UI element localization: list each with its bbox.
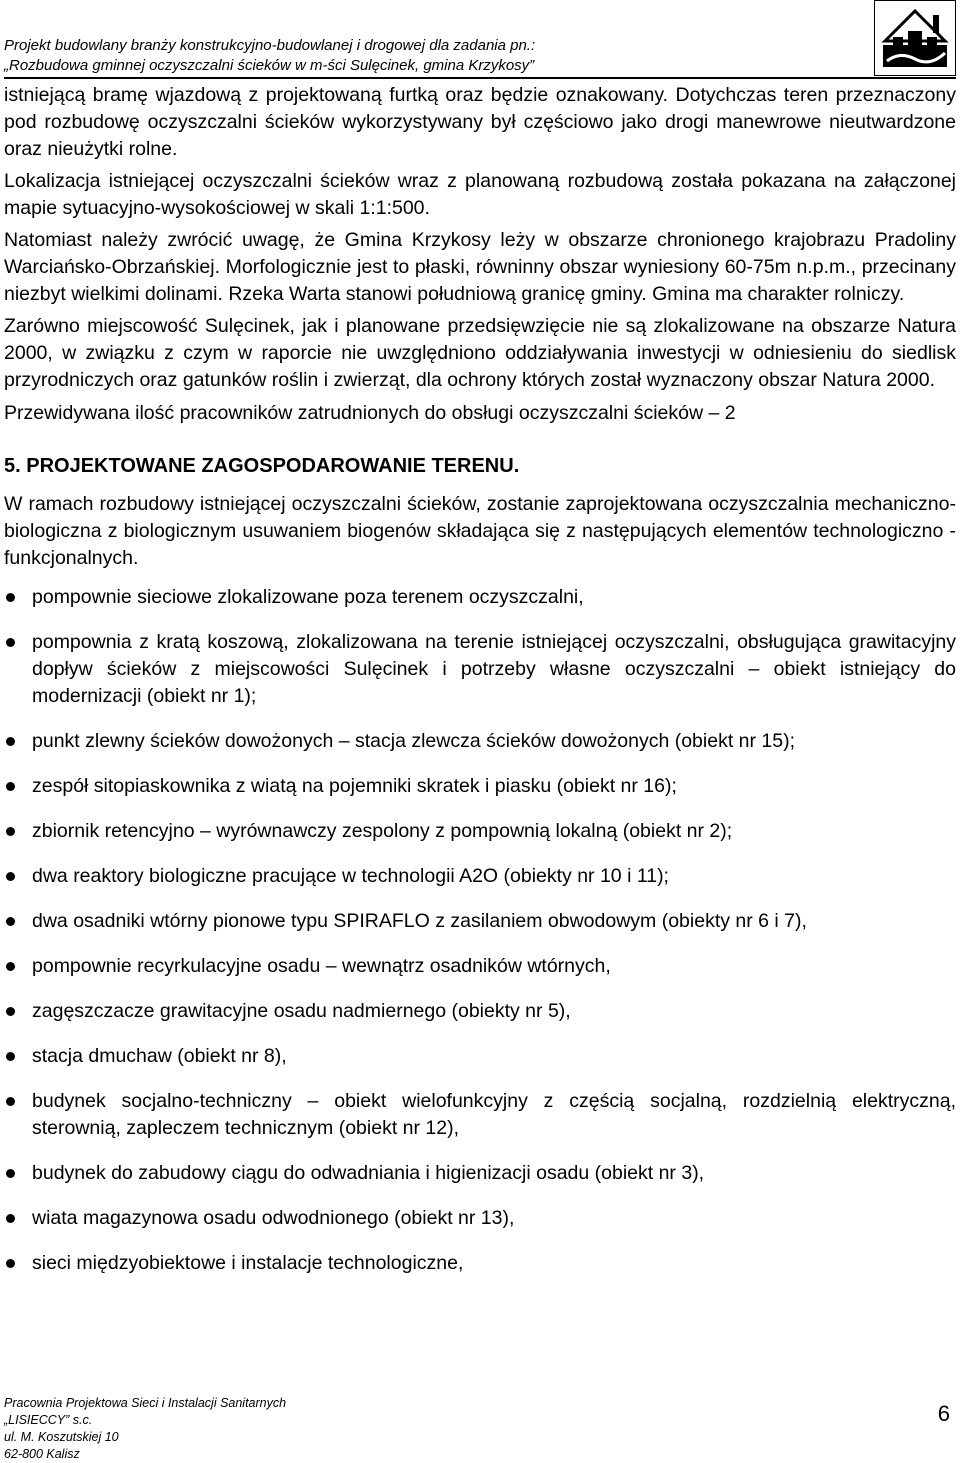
list-item: pompownie recyrkulacyjne osadu – wewnątrz osadników wtórnych, (4, 953, 956, 980)
header-rule (4, 77, 956, 79)
project-title-line2: „Rozbudowa gminnej oczyszczalni ścieków w m-ści Sulęcinek, gmina Krzykosy” (4, 57, 535, 74)
house-logo-graphic (875, 1, 955, 75)
list-item: dwa reaktory biologiczne pracujące w technologii A2O (obiekty nr 10 i 11); (4, 863, 956, 890)
project-title-line1: Projekt budowlany branży konstrukcyjno-budowlanej i drogowej dla zadania pn.: (4, 37, 536, 54)
list-item: budynek socjalno-techniczny – obiekt wielofunkcyjny z częścią socjalną, rozdzielnią elektryczną, sterownią, zapleczem technicznym (obiekt nr 12), (4, 1088, 956, 1142)
page-footer (4, 1395, 956, 1463)
footer-company-name: „LISIECCY” s.c. (4, 1413, 93, 1427)
list-item: budynek do zabudowy ciągu do odwadniania i higienizacji osadu (obiekt nr 3), (4, 1160, 956, 1187)
list-item: zespół sitopiaskownika z wiatą na pojemniki skratek i piasku (obiekt nr 16); (4, 773, 956, 800)
element-list (4, 584, 956, 1277)
paragraph-5: Przewidywana ilość pracowników zatrudnionych do obsługi oczyszczalni ścieków – 2 (4, 402, 736, 424)
page-header (4, 0, 956, 78)
list-item: sieci międzyobiektowe i instalacje technologiczne, (4, 1250, 956, 1277)
footer-company: Pracownia Projektowa Sieci i Instalacji Sanitarnych (4, 1396, 287, 1410)
footer-city: 62-800 Kalisz (4, 1447, 80, 1461)
list-item: punkt zlewny ścieków dowożonych – stacja zlewcza ścieków dowożonych (obiekt nr 15); (4, 728, 956, 755)
list-item: pompownie sieciowe zlokalizowane poza terenem oczyszczalni, (4, 584, 956, 611)
section-intro: W ramach rozbudowy istniejącej oczyszczalni ścieków, zostanie zaprojektowana oczyszczalnia mechaniczno-biologiczna z biologicznym usuwaniem biogenów składająca się z następujących elementów technologiczno - funkcjonalnych. (4, 493, 956, 569)
list-item: wiata magazynowa osadu odwodnionego (obiekt nr 13), (4, 1205, 956, 1232)
list-item: zbiornik retencyjno – wyrównawczy zespolony z pompownią lokalną (obiekt nr 2); (4, 818, 956, 845)
project-title (4, 36, 535, 76)
company-address (4, 1395, 956, 1463)
page-number: 6 (937, 1401, 950, 1426)
list-item: pompownia z kratą koszową, zlokalizowana na terenie istniejącej oczyszczalni, obsługująca grawitacyjny dopływ ścieków z miejscowości Sulęcinek i potrzeby własne oczyszczalni – obiekt istniejący do modernizacji (obiekt nr 1); (4, 629, 956, 710)
list-item: stacja dmuchaw (obiekt nr 8), (4, 1043, 956, 1070)
paragraph-4: Zarówno miejscowość Sulęcinek, jak i planowane przedsięwzięcie nie są zlokalizowane na obszarze Natura 2000, w związku z czym w raporcie nie uwzględniono oddziaływania inwestycji w odniesieniu do siedlisk przyrodniczych oraz gatunków roślin i zwierząt, dla ochrony których został wyznaczony obszar Natura 2000. (4, 315, 956, 391)
paragraph-3: Natomiast należy zwrócić uwagę, że Gmina Krzykosy leży w obszarze chronionego krajobrazu Pradoliny Warciańsko-Obrzańskiej. Morfologicznie jest to płaski, równinny obszar wyniesiony 60-75m n.p.m., przecinany niezbyt wielkimi dolinami. Rzeka Warta stanowi południową granicę gminy. Gmina ma charakter rolniczy. (4, 229, 956, 305)
paragraph-1: istniejącą bramę wjazdową z projektowaną furtką oraz będzie oznakowany. Dotychczas teren przeznaczony pod rozbudowę oczyszczalni ścieków wykorzystywany był częściowo jako drogi manewrowe nieutwardzone oraz nieużytki rolne. (4, 84, 956, 160)
footer-street: ul. M. Koszutskiej 10 (4, 1430, 119, 1444)
list-item: zagęszczacze grawitacyjne osadu nadmiernego (obiekty nr 5), (4, 998, 956, 1025)
section-heading: 5. PROJEKTOWANE ZAGOSPODAROWANIE TERENU. (4, 455, 520, 477)
list-item: dwa osadniki wtórny pionowe typu SPIRAFLO z zasilaniem obwodowym (obiekty nr 6 i 7), (4, 908, 956, 935)
document-body (4, 82, 956, 1295)
house-logo-icon (874, 0, 956, 76)
paragraph-2: Lokalizacja istniejącej oczyszczalni ścieków wraz z planowaną rozbudową została pokazana na załączonej mapie sytuacyjno-wysokościowej w skali 1:1:500. (4, 170, 956, 219)
